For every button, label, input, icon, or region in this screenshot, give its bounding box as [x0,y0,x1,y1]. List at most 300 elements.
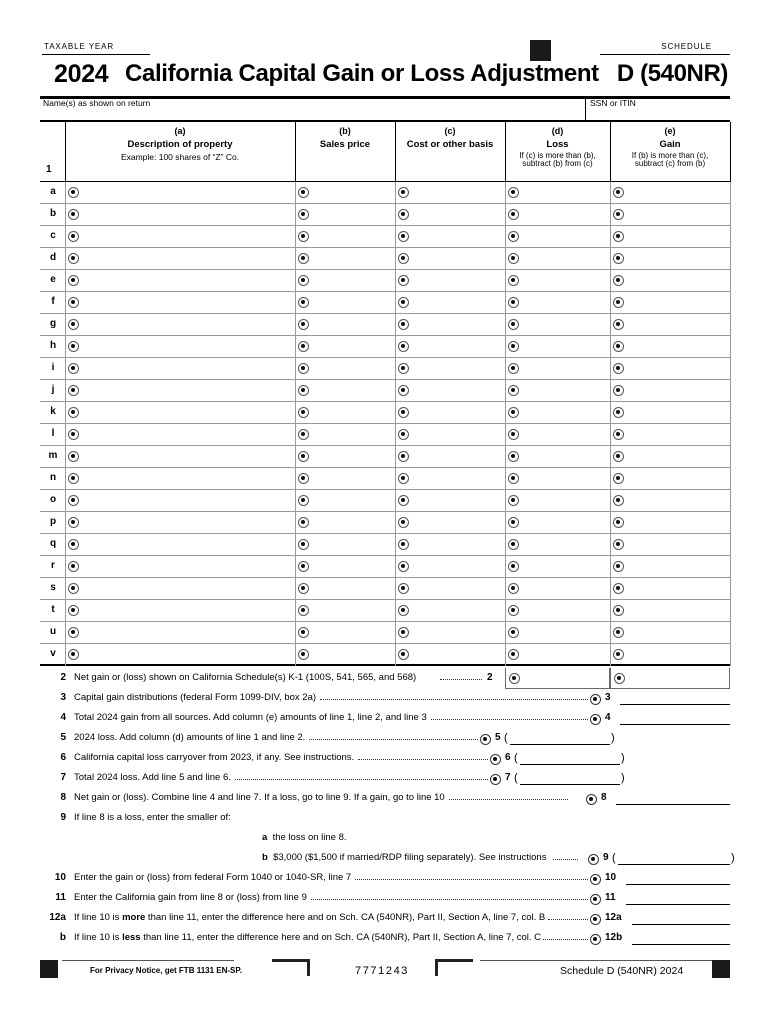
form-line [40,688,730,708]
cell-divider [395,380,396,402]
field-bullet-icon[interactable] [613,407,624,418]
cell-divider [295,248,296,270]
row-letter: n [49,472,57,483]
row-letter: d [49,252,57,263]
column-formula: If (b) is more than (c), subtract (c) from (b) [631,151,709,169]
line-2-loss-input[interactable] [505,668,610,689]
cell-divider [395,292,396,314]
field-bullet-icon[interactable] [298,319,309,330]
field-bullet-icon[interactable] [590,874,601,885]
field-bullet-icon[interactable] [508,319,519,330]
field-bullet-icon[interactable] [613,583,624,594]
leader-dots [311,899,588,900]
cell-divider [730,468,731,490]
field-bullet-icon[interactable] [398,385,409,396]
line-text: If line 10 is less than line 11, enter the difference here and on Sch. CA (540NR), Part II, Section A, line 7, col. C [74,932,542,943]
cell-divider [395,204,396,226]
column-header-e [610,126,730,169]
cell-divider [505,622,506,644]
line-end-number: 5 [495,732,501,743]
field-bullet-icon[interactable] [68,583,79,594]
row-letter: i [51,362,55,373]
field-bullet-icon[interactable] [613,539,624,550]
cell-divider [505,556,506,578]
table-row [40,336,730,358]
cell-divider [730,424,731,446]
table-row [40,402,730,424]
form-line [40,788,730,808]
field-bullet-icon[interactable] [613,231,624,242]
field-bullet-icon[interactable] [298,473,309,484]
field-bullet-icon[interactable] [508,385,519,396]
field-bullet-icon[interactable] [398,363,409,374]
field-bullet-icon[interactable] [298,649,309,660]
field-bullet-icon[interactable] [68,363,79,374]
corner-mark-top-right [272,959,310,976]
field-bullet-icon[interactable] [613,253,624,264]
field-bullet-icon[interactable] [398,319,409,330]
form-barcode-number: 7771243 [355,965,410,977]
field-bullet-icon[interactable] [68,495,79,506]
cell-divider [295,380,296,402]
close-paren: ) [621,772,625,784]
field-bullet-icon[interactable] [590,914,601,925]
leader-dots [355,879,588,880]
field-bullet-icon[interactable] [613,451,624,462]
close-paren: ) [611,732,615,744]
row-letter: u [49,626,57,637]
field-bullet-icon[interactable] [398,231,409,242]
field-bullet-icon[interactable] [68,253,79,264]
table-row [40,578,730,600]
cell-divider [395,556,396,578]
line-end-number: 10 [605,872,617,883]
field-bullet-icon[interactable] [68,517,79,528]
field-bullet-icon[interactable] [490,774,501,785]
field-bullet-icon[interactable] [613,605,624,616]
field-bullet-icon[interactable] [490,754,501,765]
table-header [40,122,730,182]
amount-input-line[interactable] [616,804,730,805]
amount-input-line[interactable] [620,704,730,705]
form-line [40,808,730,828]
form-line [40,868,730,888]
amount-input-line[interactable] [510,744,610,745]
cell-divider [730,314,731,336]
field-bullet-icon[interactable] [613,385,624,396]
line-end-number: 11 [605,892,616,903]
footer-square-right [712,960,730,978]
field-bullet-icon[interactable] [298,429,309,440]
field-bullet-icon[interactable] [398,627,409,638]
field-bullet-icon[interactable] [508,187,519,198]
field-bullet-icon[interactable] [508,363,519,374]
cell-divider [610,380,611,402]
field-bullet-icon[interactable] [68,451,79,462]
amount-input-line[interactable] [632,944,730,945]
cell-divider [295,622,296,644]
cell-divider [395,226,396,248]
field-bullet-icon[interactable] [613,473,624,484]
field-bullet-icon[interactable] [298,451,309,462]
field-bullet-icon[interactable] [508,473,519,484]
row-letter: c [50,230,56,241]
row-letter: l [51,428,55,439]
cell-divider [505,402,506,424]
field-bullet-icon[interactable] [508,275,519,286]
line-number: 9 [60,812,66,823]
field-bullet-icon[interactable] [508,627,519,638]
field-bullet-icon[interactable] [68,407,79,418]
cell-divider [730,380,731,402]
cell-divider [610,182,611,204]
cell-divider [730,270,731,292]
cell-divider [730,622,731,644]
field-bullet-icon[interactable] [298,495,309,506]
field-bullet-icon[interactable] [398,341,409,352]
field-bullet-icon[interactable] [508,429,519,440]
cell-divider [395,468,396,490]
field-bullet-icon[interactable] [508,451,519,462]
cell-divider [395,534,396,556]
field-bullet-icon[interactable] [298,407,309,418]
field-bullet-icon[interactable] [508,209,519,220]
leader-dots [553,859,578,860]
table-row [40,446,730,468]
cell-divider [730,248,731,270]
field-bullet-icon[interactable] [398,297,409,308]
field-bullet-icon[interactable] [398,473,409,484]
field-bullet-icon[interactable] [298,297,309,308]
cell-divider [730,402,731,424]
row-letter: r [51,560,55,571]
column-letter: (e) [664,126,676,136]
field-bullet-icon[interactable] [298,561,309,572]
field-bullet-icon[interactable] [68,319,79,330]
black-square-mark [530,40,551,61]
cell-divider [295,446,296,468]
cell-divider [610,468,611,490]
field-bullet-icon[interactable] [508,341,519,352]
field-bullet-icon[interactable] [613,275,624,286]
field-bullet-icon[interactable] [508,561,519,572]
cell-divider [730,358,731,380]
cell-divider [295,644,296,666]
cell-divider [505,468,506,490]
cell-divider [730,182,731,204]
field-bullet-icon[interactable] [590,894,601,905]
cell-divider [395,314,396,336]
cell-divider [65,270,66,292]
line-sub-letter: b $3,000 ($1,500 if married/RDP filing separately). See instructions [262,852,547,863]
field-bullet-icon[interactable] [68,297,79,308]
field-bullet-icon[interactable] [398,407,409,418]
cell-divider [295,468,296,490]
field-bullet-icon[interactable] [68,209,79,220]
field-bullet-icon[interactable] [298,583,309,594]
field-bullet-icon[interactable] [590,934,601,945]
field-bullet-icon[interactable] [68,649,79,660]
field-bullet-icon[interactable] [398,561,409,572]
cell-divider [395,358,396,380]
cell-divider [730,336,731,358]
cell-divider [610,622,611,644]
cell-divider [610,534,611,556]
cell-divider [295,490,296,512]
field-bullet-icon[interactable] [398,605,409,616]
leader-dots [235,779,488,780]
field-bullet-icon[interactable] [298,363,309,374]
table-row [40,248,730,270]
capital-gains-table [40,122,730,666]
line-end-number: 4 [605,712,611,723]
taxable-year-label: TAXABLE YEAR [44,42,115,51]
field-bullet-icon[interactable] [508,231,519,242]
field-bullet-icon[interactable] [298,385,309,396]
line-number: 11 [55,892,66,903]
form-line [40,888,730,908]
field-bullet-icon[interactable] [68,341,79,352]
column-name: Sales price [319,139,371,150]
cell-divider [730,226,731,248]
footer-rule-left [62,960,234,961]
amount-input-line[interactable] [520,784,620,785]
field-bullet-icon[interactable] [508,253,519,264]
cell-divider [610,446,611,468]
corner-mark-top-left [435,959,473,976]
field-bullet-icon[interactable] [398,495,409,506]
footer-square-left [40,960,58,978]
field-bullet-icon[interactable] [298,187,309,198]
field-bullet-icon[interactable] [298,539,309,550]
page-title: California Capital Gain or Loss Adjustment [125,60,599,87]
leader-dots [309,739,478,740]
cell-divider [505,446,506,468]
field-bullet-icon[interactable] [68,605,79,616]
schedule-label: SCHEDULE [661,42,712,51]
cell-divider [395,600,396,622]
line-sub-letter: a the loss on line 8. [262,832,347,843]
cell-divider [65,314,66,336]
line-text: Capital gain distributions (federal Form 1099-DIV, box 2a) [74,692,317,703]
cell-divider [295,600,296,622]
line-number: 12a [49,912,66,923]
field-bullet-icon[interactable] [613,363,624,374]
row-letter: v [50,648,56,659]
table-row [40,314,730,336]
cell-divider [65,512,66,534]
field-bullet-icon[interactable] [590,714,601,725]
table-row [40,556,730,578]
row-letter: h [49,340,57,351]
name-field-label: Name(s) as shown on return [43,98,151,108]
cell-divider [505,424,506,446]
table-row [40,512,730,534]
field-bullet-icon[interactable] [298,517,309,528]
name-ssn-row [40,96,730,122]
cell-divider [295,534,296,556]
form-code: D (540NR) [616,60,728,87]
line-end-number: 2 [487,672,493,683]
line-end-number: 12b [605,932,623,943]
cell-divider [295,292,296,314]
field-bullet-icon[interactable] [613,517,624,528]
field-bullet-icon[interactable] [588,854,599,865]
leader-dots [440,679,482,680]
line-text: 2024 loss. Add column (d) amounts of line 1 and line 2. [74,732,306,743]
field-bullet-icon[interactable] [298,209,309,220]
line-text: Net gain or (loss) shown on California Schedule(s) K-1 (100S, 541, 565, and 568) [74,672,417,683]
field-bullet-icon[interactable] [398,583,409,594]
field-bullet-icon[interactable] [614,673,625,684]
field-bullet-icon[interactable] [68,561,79,572]
cell-divider [395,446,396,468]
line-text: Enter the gain or (loss) from federal Form 1040 or 1040-SR, line 7 [74,872,352,883]
amount-input-line[interactable] [520,764,620,765]
line-end-number: 7 [505,772,511,783]
amount-input-line[interactable] [626,904,730,905]
field-bullet-icon[interactable] [613,297,624,308]
form-line [40,908,730,928]
cell-divider [505,204,506,226]
field-bullet-icon[interactable] [508,649,519,660]
field-bullet-icon[interactable] [68,539,79,550]
field-bullet-icon[interactable] [613,209,624,220]
field-bullet-icon[interactable] [508,605,519,616]
field-bullet-icon[interactable] [68,627,79,638]
field-bullet-icon[interactable] [508,539,519,550]
field-bullet-icon[interactable] [298,627,309,638]
field-bullet-icon[interactable] [509,673,520,684]
field-bullet-icon[interactable] [398,275,409,286]
line-text: Net gain or (loss). Combine line 4 and line 7. If a loss, go to line 9. If a gain, go to line 10 [74,792,445,803]
field-bullet-icon[interactable] [613,429,624,440]
form-line [40,708,730,728]
cell-divider [610,248,611,270]
table-row [40,468,730,490]
cell-divider [730,578,731,600]
cell-divider [730,292,731,314]
field-bullet-icon[interactable] [398,517,409,528]
field-bullet-icon[interactable] [613,627,624,638]
amount-input-line[interactable] [632,924,730,925]
field-bullet-icon[interactable] [68,385,79,396]
line-text: California capital loss carryover from 2023, if any. See instructions. [74,752,355,763]
field-bullet-icon[interactable] [68,275,79,286]
cell-divider [610,644,611,666]
field-bullet-icon[interactable] [398,451,409,462]
field-bullet-icon[interactable] [508,583,519,594]
row-letter: e [50,274,56,285]
line-number: 3 [60,692,66,703]
table-rows [40,182,730,666]
field-bullet-icon[interactable] [68,429,79,440]
cell-divider [395,622,396,644]
table-row [40,622,730,644]
cell-divider [295,336,296,358]
column-example: Example: 100 shares of “Z” Co. [120,152,240,162]
cell-divider [65,556,66,578]
column-letter: (d) [551,126,564,136]
field-bullet-icon[interactable] [613,495,624,506]
field-bullet-icon[interactable] [613,319,624,330]
field-bullet-icon[interactable] [590,694,601,705]
line-text: Total 2024 loss. Add line 5 and line 6. [74,772,231,783]
line-1-number: 1 [46,164,52,175]
table-row [40,226,730,248]
cell-divider [730,600,731,622]
taxable-year-rule [42,54,150,55]
numbered-lines [40,668,735,948]
cell-divider [295,556,296,578]
cell-divider [730,490,731,512]
field-bullet-icon[interactable] [68,187,79,198]
cell-divider [65,578,66,600]
cell-divider [65,600,66,622]
field-bullet-icon[interactable] [508,297,519,308]
amount-input-line[interactable] [626,884,730,885]
cell-divider [395,424,396,446]
field-bullet-icon[interactable] [508,495,519,506]
form-line [40,828,730,848]
field-bullet-icon[interactable] [586,794,597,805]
cell-divider [295,512,296,534]
amount-input-line[interactable] [620,724,730,725]
line-number: 8 [60,792,66,803]
field-bullet-icon[interactable] [398,209,409,220]
form-line [40,768,730,788]
line-2-gain-input[interactable] [610,668,730,689]
cell-divider [610,490,611,512]
cell-divider [65,490,66,512]
cell-divider [395,402,396,424]
field-bullet-icon[interactable] [298,275,309,286]
field-bullet-icon[interactable] [508,407,519,418]
line-end-number: 6 [505,752,511,763]
field-bullet-icon[interactable] [68,473,79,484]
cell-divider [610,512,611,534]
cell-divider [295,270,296,292]
field-bullet-icon[interactable] [298,605,309,616]
cell-divider [65,182,66,204]
amount-input-line[interactable] [618,864,730,865]
schedule-rule [600,54,730,55]
field-bullet-icon[interactable] [480,734,491,745]
field-bullet-icon[interactable] [613,649,624,660]
cell-divider [610,578,611,600]
field-bullet-icon[interactable] [398,253,409,264]
line-text: Total 2024 gain from all sources. Add column (e) amounts of line 1, line 2, and line 3 [74,712,427,723]
field-bullet-icon[interactable] [298,341,309,352]
field-bullet-icon[interactable] [398,187,409,198]
field-bullet-icon[interactable] [613,561,624,572]
field-bullet-icon[interactable] [398,649,409,660]
field-bullet-icon[interactable] [68,231,79,242]
cell-divider [505,512,506,534]
field-bullet-icon[interactable] [298,231,309,242]
field-bullet-icon[interactable] [398,429,409,440]
field-bullet-icon[interactable] [298,253,309,264]
cell-divider [65,358,66,380]
cell-divider [730,644,731,666]
cell-divider [295,314,296,336]
field-bullet-icon[interactable] [398,539,409,550]
field-bullet-icon[interactable] [613,187,624,198]
row-letter: g [49,318,57,329]
field-bullet-icon[interactable] [508,517,519,528]
form-line [40,668,730,688]
field-bullet-icon[interactable] [613,341,624,352]
